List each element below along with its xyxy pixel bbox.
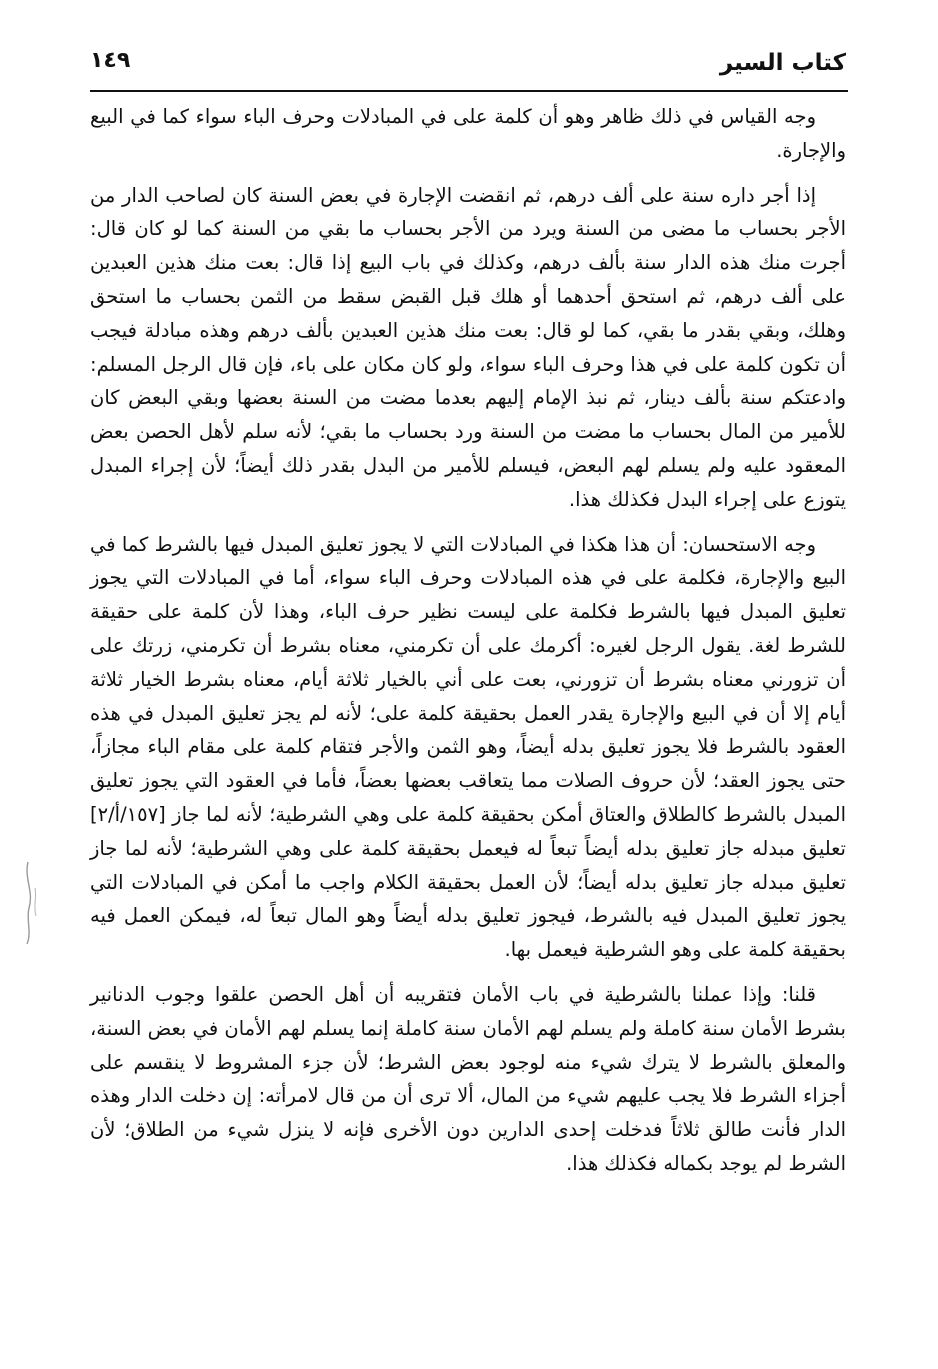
paragraph-gap: [90, 517, 846, 528]
header-rule: [90, 90, 848, 92]
paragraph-istihsan: وجه الاستحسان: أن هذا هكذا في المبادلات التي لا يجوز تعليق المبدل فيها بالشرط كما في البيع والإجارة، فكلمة على في هذه المبادلات وحرف الباء سواء، أما في المبادلات التي يجوز تعليق المبدل فيها بالشرط فكلمة على ليست نظير حرف الباء، وهذا لأن كلمة على حقيقة للشرط لغة. يقول الرجل لغيره: أكرمك على أن تكرمني، معناه بشرط أن تكرمني، زرتك على أن تزورني معناه بشرط أن تزورني، بعت على أني بالخيار ثلاثة أيام، معناه بشرط الخيار ثلاثة أيام إلا أن في البيع والإجارة يقدر العمل بحقيقة كلمة على؛ لأنه لم يجز تعليق المبدل في هذه العقود بالشرط فلا يجوز تعليق بدله أيضاً، وهو الثمن والأجر فتقام كلمة على مقام الباء مجازاً، حتى يجوز العقد؛ لأن حروف الصلات مما يتعاقب بعضها بعضاً، فأما في العقود التي يجوز تعليق المبدل بالشرط كالطلاق والعتاق أمكن بحقيقة كلمة على وهي الشرطية؛ لأنه لما جاز [١٥٧/أ/٢] تعليق مبدله جاز تعليق بدله أيضاً تبعاً له فيعمل بحقيقة كلمة على وهي الشرطية؛ لأنه لما جاز تعليق مبدله جاز تعليق بدله أيضاً؛ لأن العمل بحقيقة الكلام واجب ما أمكن في المبادلات التي يجوز تعليق المبدل فيه بالشرط، فيجوز تعليق بدله أيضاً وهو المال تبعاً له، فيمكن العمل فيه بحقيقة كلمة على وهو الشرطية فيعمل بها.: [90, 532, 846, 962]
book-title: كتاب السير: [719, 50, 846, 76]
page-number: ١٤٩: [90, 48, 131, 73]
margin-pencil-mark: [18, 858, 44, 948]
paragraph-gap: [90, 967, 846, 978]
paragraph-ijara: إذا أجر داره سنة على ألف درهم، ثم انقضت الإجارة في بعض السنة كان لصاحب الدار من الأجر بحساب ما مضى من السنة ويرد من الأجر بحساب ما بقي من السنة كما لو كان قال: أجرت منك هذه الدار سنة بألف درهم، وكذلك في باب البيع إذا قال: بعت منك هذين العبدين على ألف درهم، ثم استحق أحدهما أو هلك قبل القبض سقط من الثمن بحساب ما استحق وهلك، وبقي بقدر ما بقي، كما لو قال: بعت منك هذين العبدين بألف درهم وهذه مبادلة فيجب أن تكون كلمة على في هذا وحرف الباء سواء، ولو كان مكان على باء، فإن قال الرجل المسلم: وادعتكم سنة بألف دينار، ثم نبذ الإمام إليهم بعدما مضت من السنة بعضها وبقي البعض كان للأمير من المال بحساب ما مضت من السنة ورد بحساب ما بقي؛ لأنه سلم لأهل الحصن بعض المعقود عليه ولم يسلم لهم البعض، فيسلم للأمير من البدل بقدر ذلك أيضاً؛ لأن إجراء المبدل يتوزع على إجراء البدل فكذلك هذا.: [90, 183, 846, 511]
body-text: [90, 100, 846, 1181]
paragraph-qiyas: وجه القياس في ذلك ظاهر وهو أن كلمة على في المبادلات وحرف الباء سواء كما في البيع والإجارة.: [90, 105, 846, 162]
paragraph-qulna: قلنا: وإذا عملنا بالشرطية في باب الأمان فتقريبه أن أهل الحصن علقوا وجوب الدنانير بشرط الأمان سنة كاملة ولم يسلم لهم الأمان سنة كاملة إنما يسلم لهم الأمان في بعض السنة، والمعلق بالشرط لا يترك شيء منه لوجود بعض الشرط؛ لأن جزء المشروط لا ينقسم على أجزاء الشرط فلا يجب عليهم شيء من المال، ألا ترى أن من قال لامرأته: إن دخلت الدار وهذه الدار فأنت طالق ثلاثاً فدخلت إحدى الدارين دون الأخرى فإنه لا ينزل شيء من الطلاق؛ لأن الشرط لم يوجد بكماله فكذلك هذا.: [90, 982, 846, 1175]
running-header: [90, 40, 846, 88]
paragraph-gap: [90, 168, 846, 179]
